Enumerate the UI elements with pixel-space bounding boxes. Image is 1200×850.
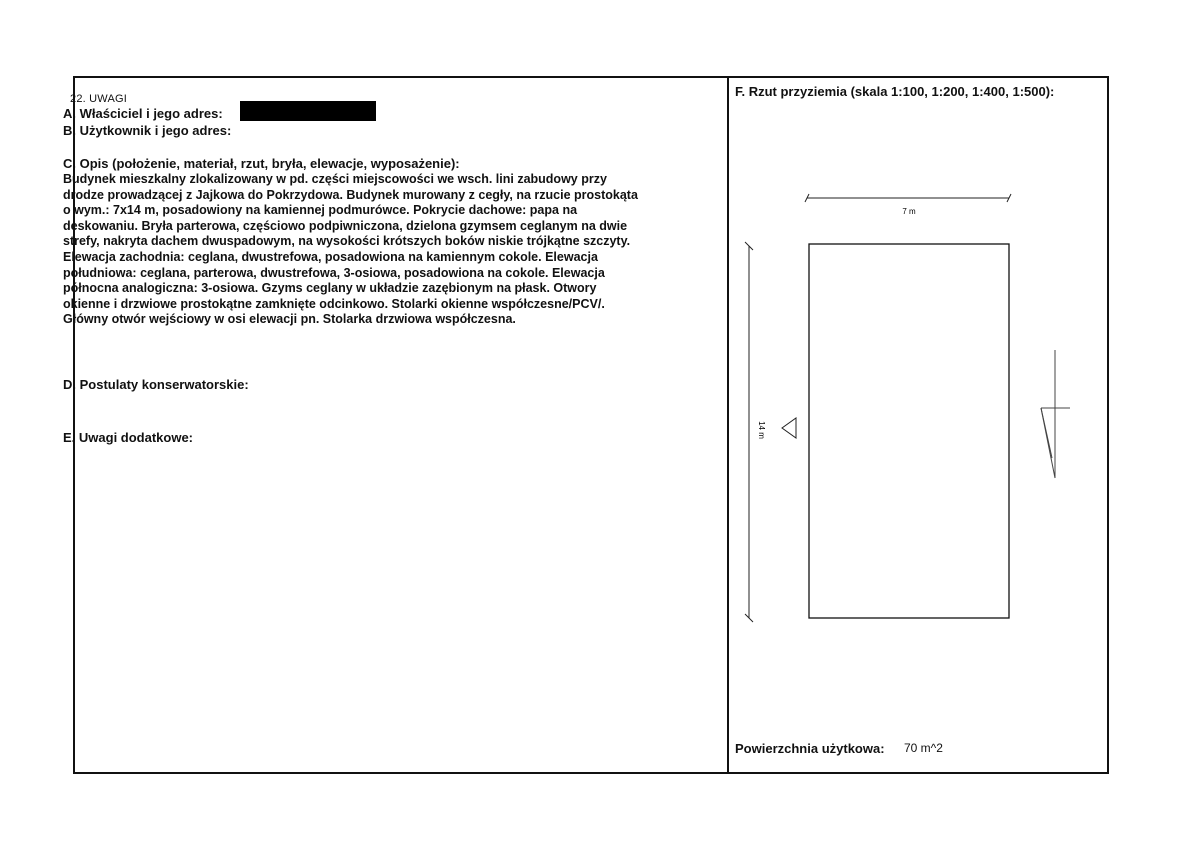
remarks-label: E. Uwagi dodatkowe:: [63, 430, 194, 445]
area-value: 70 m^2: [904, 741, 943, 755]
width-label: 7 m: [902, 207, 916, 216]
description-line: Budynek mieszkalny zlokalizowany w pd. części miejscowości we wsch. lini zabudowy przy: [63, 172, 607, 186]
width-dimension: [805, 194, 1011, 216]
description-text: [63, 172, 725, 328]
description-line: strefy, nakryta dachem dwuspadowym, na wysokości krótszych boków niskie trójkątne szczyty.: [63, 234, 631, 249]
description-line: okienne i drzwiowe prostokątne zamknięte odcinkowo. Stolarki okienne współczesne/PCV/.: [63, 296, 605, 311]
building-outline: [809, 244, 1009, 618]
section-label: 22. UWAGI: [70, 93, 128, 105]
north-arrow-icon: [1041, 350, 1070, 478]
description-line: południowa: ceglana, parterowa, dwustrefowa, 3-osiowa, posadowiona na cokole. Elewacja: [63, 265, 605, 280]
plan-title: F. Rzut przyziemia (skala 1:100, 1:200, 1:400, 1:500):: [735, 84, 1055, 99]
ground-floor-plan: [729, 110, 1107, 630]
description-line: deskowaniu. Bryła parterowa, częściowo podpiwniczona, dzielona gzymsem ceglanym na dwie: [63, 218, 628, 233]
conservation-label: D. Postulaty konserwatorskie:: [63, 377, 249, 392]
entrance-marker: [782, 418, 796, 438]
description-line: północna analogiczna: 3-osiowa. Gzyms ceglany w układzie zazębionym na płask. Otwory: [63, 281, 597, 296]
description-line: Elewacja zachodnia: ceglana, dwustrefowa, posadowiona na kamiennym cokole. Elewacja: [63, 249, 598, 264]
length-label: 14 m: [757, 421, 766, 439]
redacted-owner-address: [240, 101, 376, 121]
area-label: Powierzchnia użytkowa:: [735, 741, 885, 756]
length-dimension: [745, 242, 766, 622]
owner-label: A. Właściciel i jego adres:: [63, 106, 223, 121]
description-heading: C. Opis (położenie, materiał, rzut, bryła, elewacje, wyposażenie):: [63, 156, 460, 171]
description-line: drodze prowadzącej z Jajkowa do Pokrzydowa. Budynek murowany z cegły, na rzucie prostokąta: [63, 187, 638, 202]
user-label: B. Użytkownik i jego adres:: [63, 123, 232, 138]
description-line: o wym.: 7x14 m, posadowiony na kamiennej podmurówce. Pokrycie dachowe: papa na: [63, 203, 578, 218]
description-line: Główny otwór wejściowy w osi elewacji pn. Stolarka drzwiowa współczesna.: [63, 312, 516, 327]
